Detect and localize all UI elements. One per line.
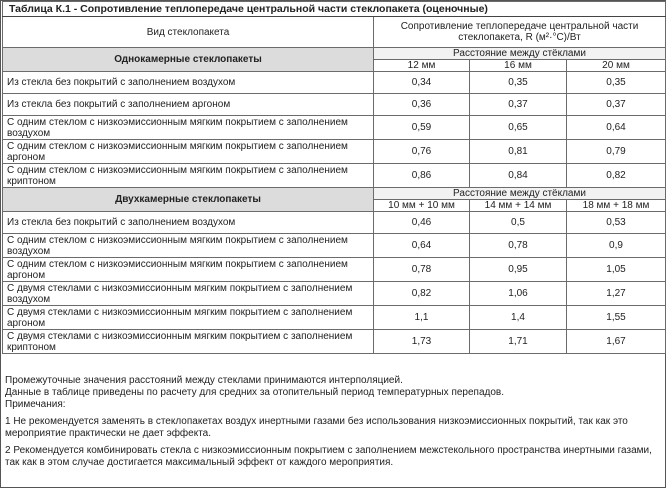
cell-value: 0,81 <box>470 140 567 164</box>
cell-value: 0,64 <box>374 234 470 258</box>
cell-value: 0,95 <box>470 258 567 282</box>
cell-value: 1,05 <box>567 258 666 282</box>
cell-value: 1,4 <box>470 306 567 330</box>
cell-value: 0,35 <box>470 72 567 94</box>
cell-value: 1,06 <box>470 282 567 306</box>
table-row <box>3 282 666 306</box>
section-double-label: Двухкамерные стеклопакеты <box>3 188 374 212</box>
cell-value: 1,55 <box>567 306 666 330</box>
cell-value: 0,37 <box>567 94 666 116</box>
row-name: С одним стеклом с низкоэмиссионным мягким покрытием с заполнением криптоном <box>3 164 374 188</box>
table-row <box>3 94 666 116</box>
table-row <box>3 212 666 234</box>
table-notes <box>5 375 661 469</box>
table-row <box>3 306 666 330</box>
note-interpolation: Промежуточные значения расстояний между стеклами принимаются интерполяцией. <box>5 375 403 386</box>
cell-value: 1,67 <box>567 330 666 354</box>
note-calculation: Данные в таблице приведены по расчету для средних за отопительный период температурных перепадов. <box>5 387 505 398</box>
cell-value: 0,79 <box>567 140 666 164</box>
table-row <box>3 140 666 164</box>
note-1: 1 Не рекомендуется заменять в стеклопакетах воздух инертными газами без использования низкоэмиссионных покрытий, так как это мероприятие практически не дает эффекта. <box>5 416 628 439</box>
cell-value: 0,36 <box>374 94 470 116</box>
table-row <box>3 164 666 188</box>
table-title: Таблица К.1 - Сопротивление теплопередаче центральной части стеклопакета (оценочные) <box>3 2 666 17</box>
cell-value: 1,27 <box>567 282 666 306</box>
cell-value: 0,78 <box>374 258 470 282</box>
table-row <box>3 330 666 354</box>
row-name: С одним стеклом с низкоэмиссионным мягким покрытием с заполнением воздухом <box>3 116 374 140</box>
cell-value: 1,73 <box>374 330 470 354</box>
row-name: Из стекла без покрытий с заполнением аргоном <box>3 94 374 116</box>
cell-value: 0,65 <box>470 116 567 140</box>
cell-value: 0,76 <box>374 140 470 164</box>
single-distance-1: 12 мм <box>374 60 470 72</box>
col-header-type: Вид стеклопакета <box>3 17 374 48</box>
row-name: С одним стеклом с низкоэмиссионным мягким покрытием с заполнением аргоном <box>3 140 374 164</box>
double-distance-3: 18 мм + 18 мм <box>567 200 666 212</box>
cell-value: 0,34 <box>374 72 470 94</box>
row-name: Из стекла без покрытий с заполнением воздухом <box>3 212 374 234</box>
cell-value: 0,84 <box>470 164 567 188</box>
double-distance-caption: Расстояние между стёклами <box>374 188 666 200</box>
cell-value: 1,71 <box>470 330 567 354</box>
cell-value: 1,1 <box>374 306 470 330</box>
row-name: С одним стеклом с низкоэмиссионным мягким покрытием с заполнением воздухом <box>3 234 374 258</box>
row-name: С одним стеклом с низкоэмиссионным мягким покрытием с заполнением аргоном <box>3 258 374 282</box>
cell-value: 0,82 <box>374 282 470 306</box>
single-distance-3: 20 мм <box>567 60 666 72</box>
double-distance-1: 10 мм + 10 мм <box>374 200 470 212</box>
resistance-table <box>2 1 666 354</box>
cell-value: 0,82 <box>567 164 666 188</box>
cell-value: 0,9 <box>567 234 666 258</box>
cell-value: 0,86 <box>374 164 470 188</box>
note-2: 2 Рекомендуется комбинировать стекла с низкоэмиссионным покрытием с заполнением межстекольного пространства инертными газами, так как в этом случае достигается максимальный эффект от каждого мероприятия. <box>5 445 652 468</box>
table-row <box>3 258 666 282</box>
cell-value: 0,53 <box>567 212 666 234</box>
row-name: С двумя стеклами с низкоэмиссионным мягким покрытием с заполнением криптоном <box>3 330 374 354</box>
notes-heading: Примечания: <box>5 399 66 410</box>
cell-value: 0,35 <box>567 72 666 94</box>
cell-value: 0,64 <box>567 116 666 140</box>
row-name: С двумя стеклами с низкоэмиссионным мягким покрытием с заполнением аргоном <box>3 306 374 330</box>
cell-value: 0,78 <box>470 234 567 258</box>
row-name: С двумя стеклами с низкоэмиссионным мягким покрытием с заполнением воздухом <box>3 282 374 306</box>
cell-value: 0,46 <box>374 212 470 234</box>
cell-value: 0,59 <box>374 116 470 140</box>
col-header-resistance: Сопротивление теплопередаче центральной части стеклопакета, R (м²·°С)/Вт <box>374 17 666 48</box>
table-row <box>3 72 666 94</box>
table-row <box>3 116 666 140</box>
cell-value: 0,5 <box>470 212 567 234</box>
section-single-label: Однокамерные стеклопакеты <box>3 48 374 72</box>
row-name: Из стекла без покрытий с заполнением воздухом <box>3 72 374 94</box>
double-distance-2: 14 мм + 14 мм <box>470 200 567 212</box>
single-distance-2: 16 мм <box>470 60 567 72</box>
cell-value: 0,37 <box>470 94 567 116</box>
table-row <box>3 234 666 258</box>
single-distance-caption: Расстояние между стёклами <box>374 48 666 60</box>
